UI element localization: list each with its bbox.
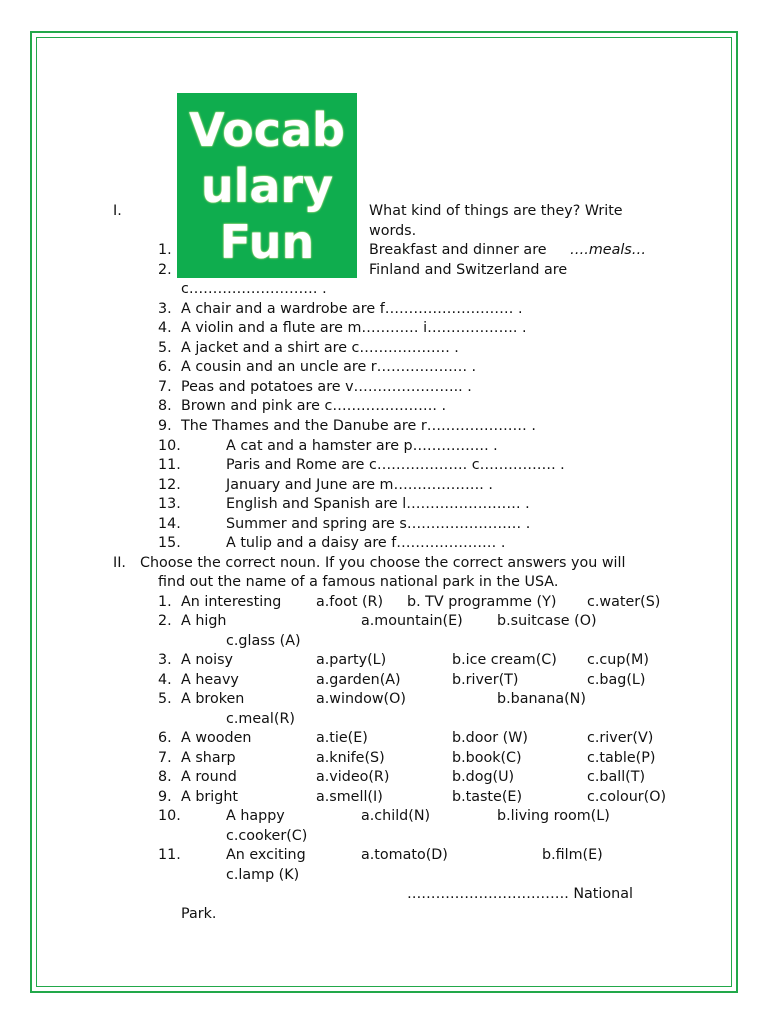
option-a: a.tie(E) (316, 730, 368, 746)
option-b: b.film(E) (542, 847, 603, 863)
item-text: A violin and a flute are m………… i………………. . (181, 320, 527, 336)
item-noun: A heavy (181, 672, 239, 688)
option-b: b.river(T) (452, 672, 519, 688)
item-noun: A wooden (181, 730, 252, 746)
item-text: The Thames and the Danube are r………………… . (181, 418, 536, 434)
title-line-1: Vocab (189, 102, 345, 157)
option-b: b. TV programme (Y) (407, 594, 557, 610)
item-text-cont: c……………………… . (181, 281, 327, 297)
item-noun: A noisy (181, 652, 234, 668)
item-number: 8. (158, 769, 172, 785)
option-c: c.river(V) (587, 730, 654, 746)
item-noun: A high (181, 613, 227, 629)
item-number: 1. (158, 242, 172, 258)
part1-instruction-cont: words. (369, 223, 417, 239)
item-number: 3. (158, 652, 172, 668)
item-number: 13. (158, 496, 181, 512)
option-c: c.water(S) (587, 594, 661, 610)
item-number: 11. (158, 847, 181, 863)
option-b: b.suitcase (O) (497, 613, 597, 629)
example-answer: ….meals… (570, 242, 647, 258)
option-b: b.living room(L) (497, 808, 610, 824)
item-noun: A sharp (181, 750, 236, 766)
item-number: 11. (158, 457, 181, 473)
title-line-2: ulary (200, 158, 334, 213)
item-text: Brown and pink are c…………………. . (181, 398, 447, 414)
option-b: b.book(C) (452, 750, 522, 766)
title-banner (177, 93, 357, 278)
answer-line-cont: Park. (181, 906, 217, 922)
item-text: Paris and Rome are c………………. c……………. . (226, 457, 565, 473)
item-number: 3. (158, 301, 172, 317)
option-a: a.tomato(D) (361, 847, 448, 863)
item-number: 10. (158, 438, 181, 454)
item-number: 15. (158, 535, 181, 551)
item-number: 4. (158, 672, 172, 688)
item-noun: A broken (181, 691, 245, 707)
item-noun: A happy (226, 808, 285, 824)
option-c: c.glass (A) (226, 633, 301, 649)
item-number: 14. (158, 516, 181, 532)
part2-instruction: Choose the correct noun. If you choose the correct answers you will (140, 555, 626, 571)
option-b: b.dog(U) (452, 769, 515, 785)
option-c: c.ball(T) (587, 769, 646, 785)
option-b: b.ice cream(C) (452, 652, 557, 668)
option-c: c.colour(O) (587, 789, 667, 805)
part2-numeral: II. (113, 555, 126, 571)
item-number: 10. (158, 808, 181, 824)
item-noun: An exciting (226, 847, 306, 863)
item-noun: A round (181, 769, 237, 785)
option-c: c.meal(R) (226, 711, 295, 727)
item-number: 2. (158, 613, 172, 629)
item-text: A tulip and a daisy are f………………… . (226, 535, 506, 551)
option-a: a.smell(I) (316, 789, 383, 805)
part2-instruction-cont: find out the name of a famous national park in the USA. (158, 574, 559, 590)
item-noun: A bright (181, 789, 238, 805)
item-number: 1. (158, 594, 172, 610)
item-number: 5. (158, 340, 172, 356)
option-b: b.taste(E) (452, 789, 523, 805)
item-number: 7. (158, 379, 172, 395)
option-a: a.knife(S) (316, 750, 385, 766)
item-number: 2. (158, 262, 172, 278)
item-text: Peas and potatoes are v………………….. . (181, 379, 472, 395)
item-number: 6. (158, 730, 172, 746)
item-text: A cat and a hamster are p……………. . (226, 438, 498, 454)
item-text: Breakfast and dinner are (369, 242, 547, 258)
item-text: January and June are m………………. . (226, 477, 493, 493)
option-a: a.party(L) (316, 652, 387, 668)
option-a: a.garden(A) (316, 672, 401, 688)
part1-instruction: What kind of things are they? Write (369, 203, 623, 219)
option-a: a.video(R) (316, 769, 390, 785)
item-text: A cousin and an uncle are r………………. . (181, 359, 477, 375)
item-number: 12. (158, 477, 181, 493)
option-c: c.table(P) (587, 750, 656, 766)
part1-numeral: I. (113, 203, 122, 219)
item-text: A jacket and a shirt are c………………. . (181, 340, 459, 356)
option-a: a.window(O) (316, 691, 406, 707)
item-number: 7. (158, 750, 172, 766)
title-line-3: Fun (219, 214, 315, 269)
item-noun: An interesting (181, 594, 282, 610)
item-text: A chair and a wardrobe are f……………………… . (181, 301, 523, 317)
option-c: c.lamp (K) (226, 867, 300, 883)
option-a: a.child(N) (361, 808, 431, 824)
item-number: 6. (158, 359, 172, 375)
item-text: Finland and Switzerland are (369, 262, 568, 278)
item-text: English and Spanish are l…………………… . (226, 496, 530, 512)
item-number: 9. (158, 418, 172, 434)
option-c: c.cup(M) (587, 652, 649, 668)
answer-line: ……………………………. National (407, 886, 633, 902)
option-a: a.mountain(E) (361, 613, 463, 629)
item-number: 9. (158, 789, 172, 805)
item-number: 4. (158, 320, 172, 336)
item-number: 5. (158, 691, 172, 707)
option-c: c.cooker(C) (226, 828, 308, 844)
option-b: b.banana(N) (497, 691, 586, 707)
option-c: c.bag(L) (587, 672, 646, 688)
option-b: b.door (W) (452, 730, 528, 746)
item-text: Summer and spring are s…………………… . (226, 516, 531, 532)
option-a: a.foot (R) (316, 594, 384, 610)
item-number: 8. (158, 398, 172, 414)
